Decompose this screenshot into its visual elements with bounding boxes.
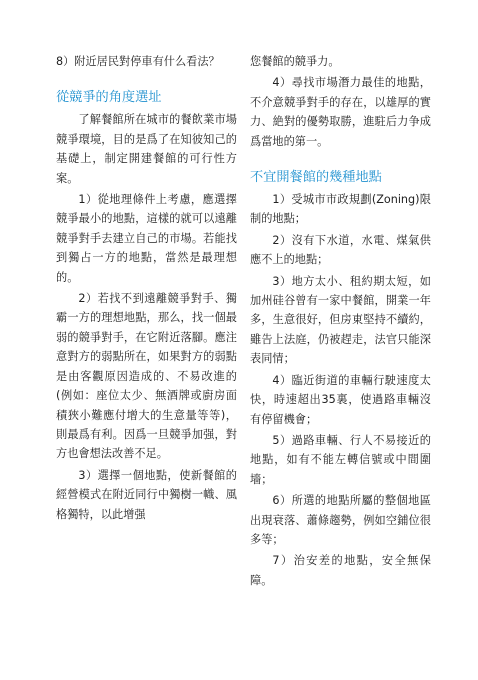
intro-paragraph: 了解餐館所在城市的餐飲業市場競爭環境，目的是爲了在知彼知己的基礎上，制定開建餐館的可行性方案。: [56, 113, 237, 185]
unsuitable-2: 2）沒有下水道，水電、煤氣供應不上的地點；: [250, 233, 431, 267]
unsuitable-5: 5）過路車輛、行人不易接近的地點，如有不能左轉信號或中間圍墻；: [250, 433, 431, 486]
point-1: 1）從地理條件上考慮，應選擇競爭最小的地點，這樣的就可以遠離競爭對手去建立自己的市場。若能找到獨占一方的地點，當然是最理想的。: [56, 193, 237, 284]
question-8: 8）附近居民對停車有什么看法？: [56, 55, 220, 68]
point-3-continued: 您餐館的競爭力。: [250, 55, 340, 68]
point-4: 4）尋找市場潛力最佳的地點，不介意競爭對手的存在，以雄厚的實力、絶對的優勢取勝，進駐后力争成爲當地的第一。: [250, 76, 431, 148]
point-3: 3）選擇一個地點，使新餐館的經營模式在附近同行中獨樹一幟、風格獨特，以此增强: [56, 468, 237, 521]
section-heading-competition: 從競爭的角度選址: [56, 90, 162, 106]
left-column: [56, 52, 237, 524]
section-heading-unsuitable-locations: 不宜開餐館的幾種地點: [250, 170, 382, 186]
unsuitable-4: 4）臨近街道的車輛行駛速度太快，時速超出35裏，使過路車輛沒有停留機會；: [250, 373, 431, 426]
unsuitable-3: 3）地方太小、租約期太短，如加州硅谷曾有一家中餐館，開業一年多，生意很好，但房東堅持不續約，雖告上法庭，仍被趕走，法官只能深表同情；: [250, 274, 431, 366]
point-2: 2）若找不到遠離競爭對手、獨霸一方的理想地點，那么，找一個最弱的競爭對手，在它附近落腳。應注意對方的弱點所在，如果對方的弱點是由客觀原因造成的、不易改進的(例如：座位太少、無酒牌或廚房面積狹小難應付增大的生意量等等)，則最爲有利。因爲一旦競爭加强，對方也會想法改善不足。: [56, 292, 237, 461]
unsuitable-1: 1）受城市市政規劃(Zoning)限制的地點；: [250, 193, 431, 226]
unsuitable-7: 7）治安差的地點，安全無保障。: [250, 554, 431, 587]
right-column: [250, 52, 431, 590]
unsuitable-6: 6）所選的地點所屬的整個地區出現衰落、蕭條趨勢，例如空鋪位很多等；: [250, 494, 431, 546]
